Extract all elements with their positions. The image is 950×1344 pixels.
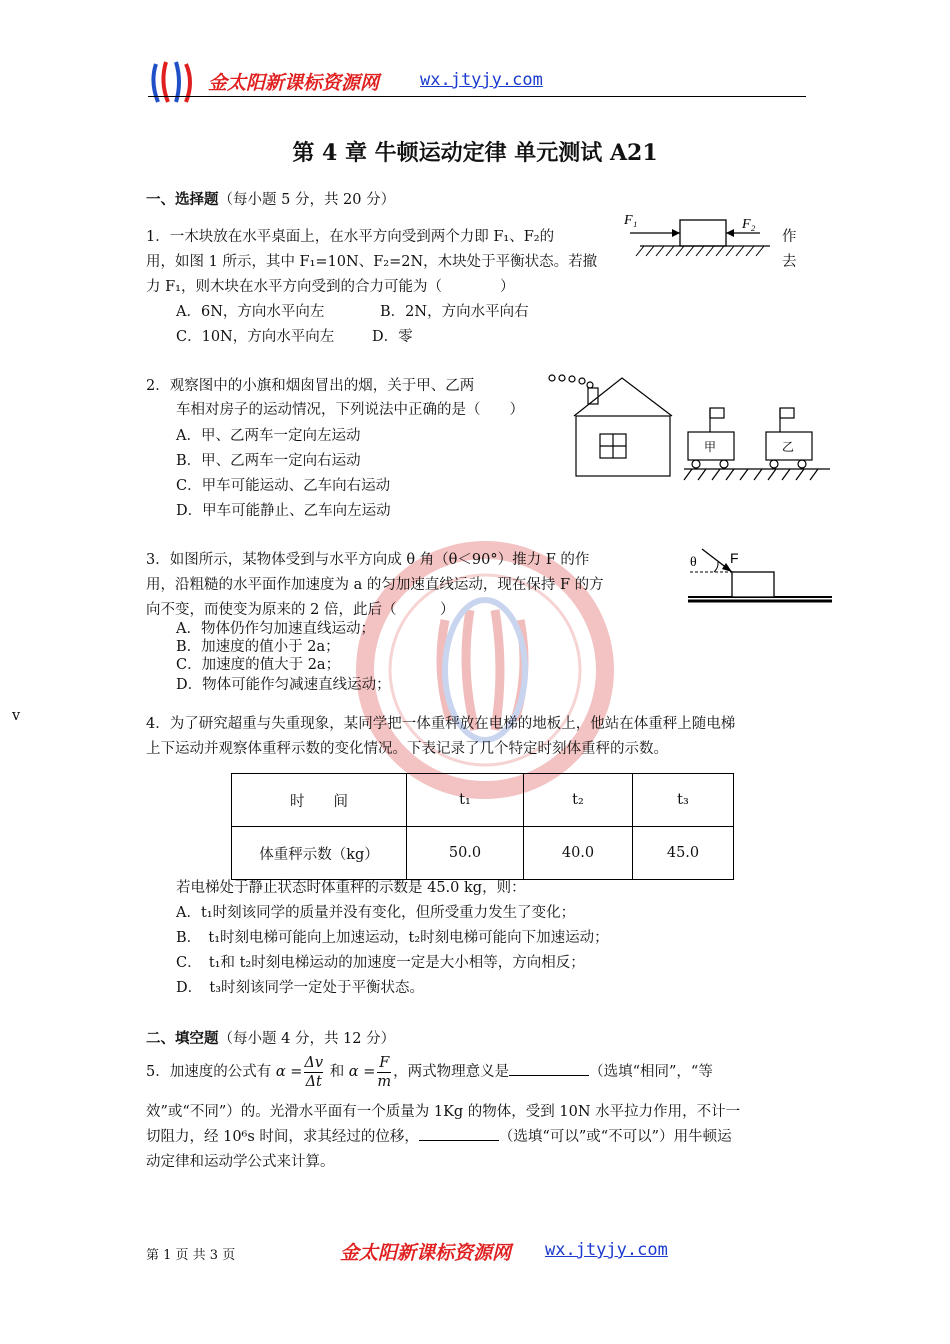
- header-rule: [148, 96, 806, 97]
- q5-line3: [146, 1125, 732, 1149]
- q5-line2: 效”或“不同”）的。光滑水平面有一个质量为 1Kg 的物体，受到 10N 水平拉力作用，不计一: [146, 1104, 741, 1120]
- q5-blank-1[interactable]: [509, 1061, 589, 1076]
- table-header-cell: 时 间: [232, 774, 407, 827]
- q2-figure: [540, 368, 840, 498]
- table-header-cell: t₃: [633, 774, 734, 827]
- q5-pre: 5．加速度的公式有: [146, 1064, 272, 1080]
- q5-line3a: 切阻力，经 10⁶s 时间，求其经过的位移，: [146, 1129, 419, 1145]
- q5-formula2-lhs: α =: [348, 1064, 376, 1080]
- q1-side2: 去: [782, 254, 797, 270]
- q2-option-b: B．甲、乙两车一定向右运动: [176, 453, 361, 469]
- table-cell: 45.0: [633, 827, 734, 880]
- q5-line4: 动定律和运动学公式来计算。: [146, 1154, 335, 1170]
- table-header-cell: t₁: [407, 774, 524, 827]
- header-url[interactable]: wx.jtyjy.com: [420, 70, 543, 90]
- q1-option-a: A．6N，方向水平向左: [176, 304, 325, 320]
- table-cell: 50.0: [407, 827, 524, 880]
- header-brand: 金太阳新课标资源网: [208, 72, 380, 94]
- q1-option-c: C．10N，方向水平向左: [176, 329, 335, 345]
- q5-formula2-num: F: [379, 1054, 390, 1071]
- q5-formula1-num: Δv: [304, 1054, 324, 1071]
- table-row: [232, 774, 734, 827]
- q5-formula1-den: Δt: [305, 1073, 322, 1090]
- q1-line2: 用，如图 1 所示，其中 F₁=10N、F₂=2N，木块处于平衡状态。若撤: [146, 254, 598, 270]
- logo-icon: [148, 58, 200, 106]
- q1-figure: [620, 208, 780, 268]
- footer-url[interactable]: wx.jtyjy.com: [545, 1240, 668, 1260]
- q2-car1-label: 甲: [704, 440, 717, 454]
- q1-fig-f1: F₁: [624, 213, 638, 228]
- section-label: 二、填空题: [146, 1030, 219, 1047]
- q4-line2: 上下运动并观察体重秤示数的变化情况。下表记录了几个特定时刻体重秤的示数。: [146, 741, 668, 757]
- q1-line1: 1．一木块放在水平桌面上，在水平方向受到两个力即 F₁、F₂的: [146, 229, 555, 245]
- q3-line2: 用，沿粗糙的水平面作加速度为 a 的匀加速直线运动，现在保持 F 的方: [146, 577, 604, 593]
- q3-option-a: A．物体仍作匀加速直线运动；: [176, 621, 375, 637]
- table-row: [232, 827, 734, 880]
- q4-table: [231, 773, 734, 880]
- q3-option-c: C．加速度的值大于 2a；: [176, 657, 341, 673]
- q4-option-c: C． t₁和 t₂时刻电梯运动的加速度一定是大小相等，方向相反；: [176, 955, 585, 971]
- q1-option-b: B．2N，方向水平向右: [380, 304, 529, 320]
- q1-side1: 作: [782, 229, 797, 245]
- table-cell: 体重秤示数（kg）: [232, 827, 407, 880]
- q5-formula2-den: m: [377, 1073, 392, 1090]
- q3-option-b: B．加速度的值小于 2a；: [176, 639, 340, 655]
- q3-option-d: D．物体可能作匀减速直线运动；: [176, 677, 391, 693]
- q4-line1: 4．为了研究超重与失重现象，某同学把一体重秤放在电梯的地板上，他站在体重秤上随电梯: [146, 716, 736, 732]
- q4-option-d: D． t₃时刻该同学一定处于平衡状态。: [176, 980, 425, 996]
- section-note: （每小题 4 分，共 12 分）: [218, 1031, 396, 1047]
- q1-fig-f2: F₂: [742, 217, 756, 232]
- section-note: （每小题 5 分，共 20 分）: [218, 192, 396, 208]
- footer-brand: 金太阳新课标资源网: [340, 1242, 512, 1264]
- section-heading-1: [146, 188, 395, 209]
- q2-option-d: D．甲车可能静止、乙车向左运动: [176, 503, 391, 519]
- section-label: 一、选择题: [146, 191, 219, 208]
- table-cell: 40.0: [524, 827, 633, 880]
- q2-car2-label: 乙: [782, 440, 795, 454]
- q4-option-b: B． t₁时刻电梯可能向上加速运动，t₂时刻电梯可能向下加速运动；: [176, 930, 609, 946]
- q3-fig-f: F: [730, 550, 739, 566]
- q5-formula2: [377, 1054, 391, 1091]
- q5-post2: （选填“相同”，“等: [589, 1064, 713, 1080]
- q5-formula1-lhs: α =: [275, 1064, 303, 1080]
- q5-mid: 和: [329, 1064, 345, 1080]
- q5-formula1: [304, 1054, 323, 1091]
- q3-line3: 向不变，而使变为原来的 2 倍，此后（ ）: [146, 602, 455, 618]
- q1-line3: 力 F₁，则木块在水平方向受到的合力可能为（ ）: [146, 279, 515, 295]
- q1-option-d: D．零: [372, 329, 413, 345]
- q3-fig-theta: θ: [690, 555, 697, 570]
- q4-option-a: A．t₁时刻该同学的质量并没有变化，但所受重力发生了变化；: [176, 905, 576, 921]
- q2-option-c: C．甲车可能运动、乙车向右运动: [176, 478, 391, 494]
- table-header-cell: t₂: [524, 774, 633, 827]
- q4-line3: 若电梯处于静止状态时体重秤的示数是 45.0 kg，则：: [176, 880, 526, 896]
- q5-line3b: （选填“可以”或“不可以”）用牛顿运: [498, 1129, 732, 1145]
- section-heading-2: [146, 1027, 395, 1048]
- q2-line2: 车相对房子的运动情况，下列说法中正确的是（ ）: [176, 402, 524, 418]
- page-title: 第 4 章 牛顿运动定律 单元测试 A21: [292, 140, 658, 166]
- q3-figure: [680, 545, 835, 610]
- margin-mark: v: [12, 708, 21, 724]
- q2-option-a: A．甲、乙两车一定向左运动: [176, 428, 361, 444]
- footer-page: 第 1 页 共 3 页: [146, 1248, 236, 1263]
- q5-post: ，两式物理意义是: [393, 1064, 510, 1080]
- q2-line1: 2．观察图中的小旗和烟囱冒出的烟，关于甲、乙两: [146, 378, 475, 394]
- q3-line1: 3．如图所示，某物体受到与水平方向成 θ 角（θ＜90°）推力 F 的作: [146, 552, 590, 568]
- q5-line1: [146, 1052, 713, 1092]
- q5-blank-2[interactable]: [419, 1126, 499, 1141]
